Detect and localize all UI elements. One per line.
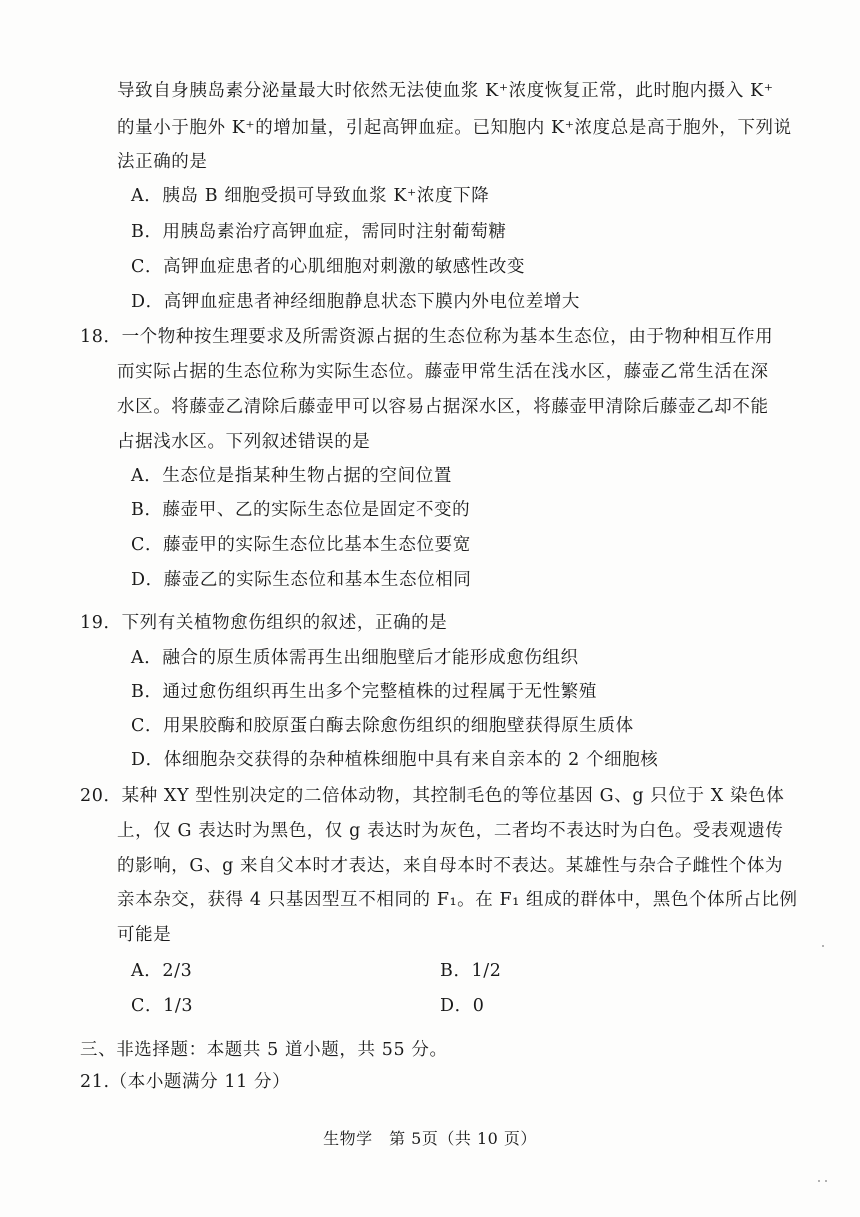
q20-stem-line-2: 上，仅 G 表达时为黑色，仅 g 表达时为灰色，二者均不表达时为白色。受表观遗传 xyxy=(117,821,784,841)
q21-heading: 21.（本小题满分 11 分） xyxy=(80,1072,291,1092)
q20-option-a: A．2/3 xyxy=(131,961,193,981)
q17-option-d: D．高钾血症患者神经细胞静息状态下膜内外电位差增大 xyxy=(131,292,581,312)
page-footer: 生物学 第 5页（共 10 页） xyxy=(323,1129,537,1148)
q17-stem-line-3: 法正确的是 xyxy=(117,152,208,172)
scan-speck xyxy=(825,1180,827,1182)
q17-stem-line-2: 的量小于胞外 K⁺的增加量，引起高钾血症。已知胞内 K⁺浓度总是高于胞外，下列说 xyxy=(117,118,792,138)
q18-option-a: A．生态位是指某种生物占据的空间位置 xyxy=(131,466,452,486)
q19-option-c: C．用果胶酶和胶原蛋白酶去除愈伤组织的细胞壁获得原生质体 xyxy=(131,716,634,736)
q18-stem-line-3: 水区。将藤壶乙清除后藤壶甲可以容易占据深水区，将藤壶甲清除后藤壶乙却不能 xyxy=(117,397,769,417)
q18-stem-line-4: 占据浅水区。下列叙述错误的是 xyxy=(117,432,371,452)
q18-option-b: B．藤壶甲、乙的实际生态位是固定不变的 xyxy=(131,500,471,520)
section-heading: 三、非选择题：本题共 5 道小题，共 55 分。 xyxy=(80,1040,448,1060)
q17-option-b: B．用胰岛素治疗高钾血症，需同时注射葡萄糖 xyxy=(131,222,507,242)
q17-option-c: C．高钾血症患者的心肌细胞对刺激的敏感性改变 xyxy=(131,257,526,277)
q20-stem-line-1: 20．某种 XY 型性别决定的二倍体动物，其控制毛色的等位基因 G、g 只位于 X 染色体 xyxy=(80,786,785,806)
q20-option-d: D．0 xyxy=(440,996,485,1016)
q18-option-d: D．藤壶乙的实际生态位和基本生态位相同 xyxy=(131,570,472,590)
q20-stem-line-3: 的影响，G、g 来自父本时才表达，来自母本时不表达。某雄性与杂合子雌性个体为 xyxy=(117,856,784,876)
q20-option-b: B．1/2 xyxy=(440,961,502,981)
q19-option-d: D．体细胞杂交获得的杂种植株细胞中具有来自亲本的 2 个细胞核 xyxy=(131,750,659,770)
q20-stem-line-5: 可能是 xyxy=(117,925,172,945)
q18-stem-line-2: 而实际占据的生态位称为实际生态位。藤壶甲常生活在浅水区，藤壶乙常生活在深 xyxy=(117,362,769,382)
scan-speck xyxy=(818,1180,820,1182)
q18-stem-line-1: 18．一个物种按生理要求及所需资源占据的生态位称为基本生态位，由于物种相互作用 xyxy=(80,327,774,347)
q19-stem-line-1: 19．下列有关植物愈伤组织的叙述，正确的是 xyxy=(80,613,448,633)
q17-option-a: A．胰岛 B 细胞受损可导致血浆 K⁺浓度下降 xyxy=(131,186,490,206)
q19-option-a: A．融合的原生质体需再生出细胞壁后才能形成愈伤组织 xyxy=(131,648,579,668)
q17-stem-line-1: 导致自身胰岛素分泌量最大时依然无法使血浆 K⁺浓度恢复正常，此时胞内摄入 K⁺ xyxy=(117,81,774,101)
scan-speck xyxy=(822,945,824,947)
q19-option-b: B．通过愈伤组织再生出多个完整植株的过程属于无性繁殖 xyxy=(131,682,597,702)
q20-stem-line-4: 亲本杂交，获得 4 只基因型互不相同的 F₁。在 F₁ 组成的群体中，黑色个体所占比例 xyxy=(117,890,798,910)
q18-option-c: C．藤壶甲的实际生态位比基本生态位要宽 xyxy=(131,535,471,555)
q20-option-c: C．1/3 xyxy=(131,996,194,1016)
